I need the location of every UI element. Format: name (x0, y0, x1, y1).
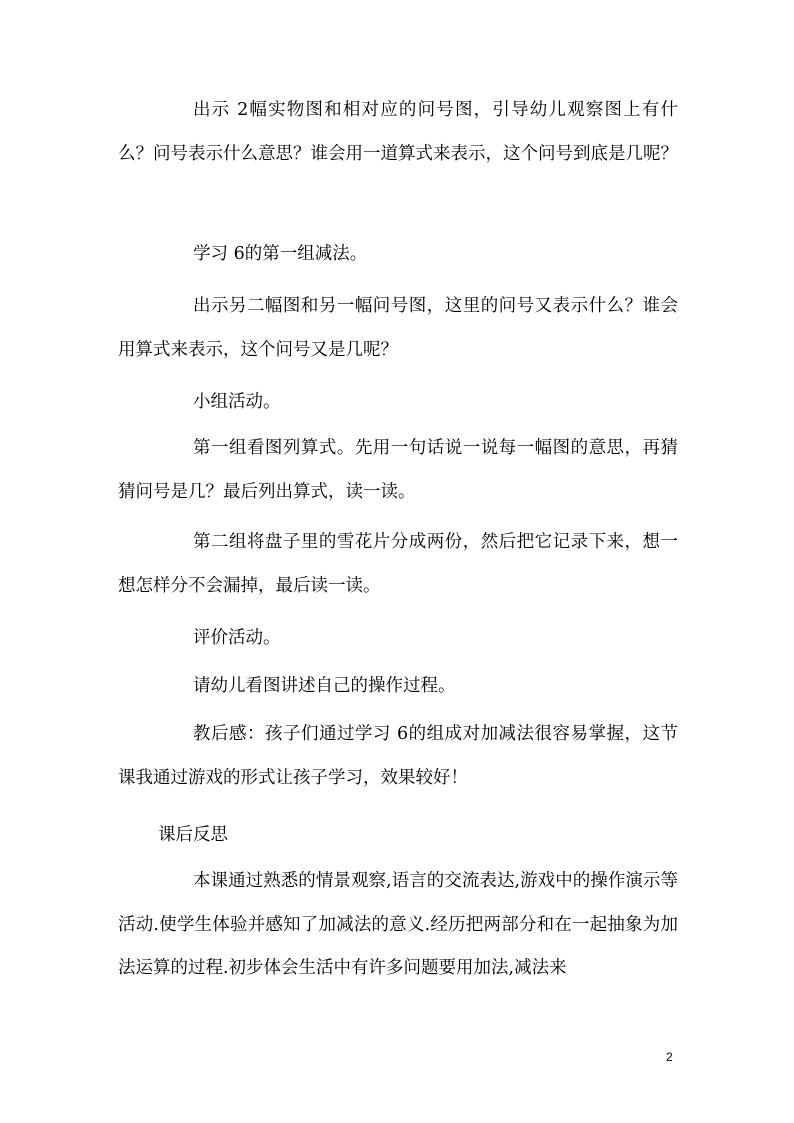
paragraph-question-image: 出示另二幅图和另一幅问号图，这里的问号又表示什么？谁会用算式来表示，这个问号又是几呢？ (118, 296, 678, 360)
paragraph-group-one: 第一组看图列算式。先用一句话说一说每一幅图的意思，再猜猜问号是几？最后列出算式，读一读。 (118, 438, 678, 502)
paragraph-group-two: 第二组将盘子里的雪花片分成两份，然后把它记录下来，想一想怎样分不会漏掉，最后读一读。 (118, 532, 678, 596)
paragraph-teaching-note: 教后感：孩子们通过学习 6的组成对加减法很容易掌握，这节课我通过游戏的形式让孩子学习，效果较好！ (118, 724, 678, 788)
paragraph-reflection: 本课通过熟悉的情景观察,语言的交流表达,游戏中的操作演示等活动.使学生体验并感知了加减法的意义.经历把两部分和在一起抽象为加法运算的过程.初步体会生活中有许多问题要用加法,减法来 (118, 871, 678, 978)
paragraph-evaluation: 评价活动。 (193, 628, 281, 648)
section-heading: 课后反思 (158, 825, 228, 845)
paragraph-subtraction: 学习 6的第一组减法。 (193, 244, 368, 264)
paragraph-intro: 出示 2幅实物图和相对应的问号图，引导幼儿观察图上有什么？问号表示什么意思？谁会用一道算式来表示，这个问号到底是几呢？ (118, 100, 678, 164)
paragraph-group-activity: 小组活动。 (193, 392, 281, 412)
paragraph-narration: 请幼儿看图讲述自己的操作过程。 (193, 676, 456, 696)
page-number: 2 (666, 1050, 673, 1064)
